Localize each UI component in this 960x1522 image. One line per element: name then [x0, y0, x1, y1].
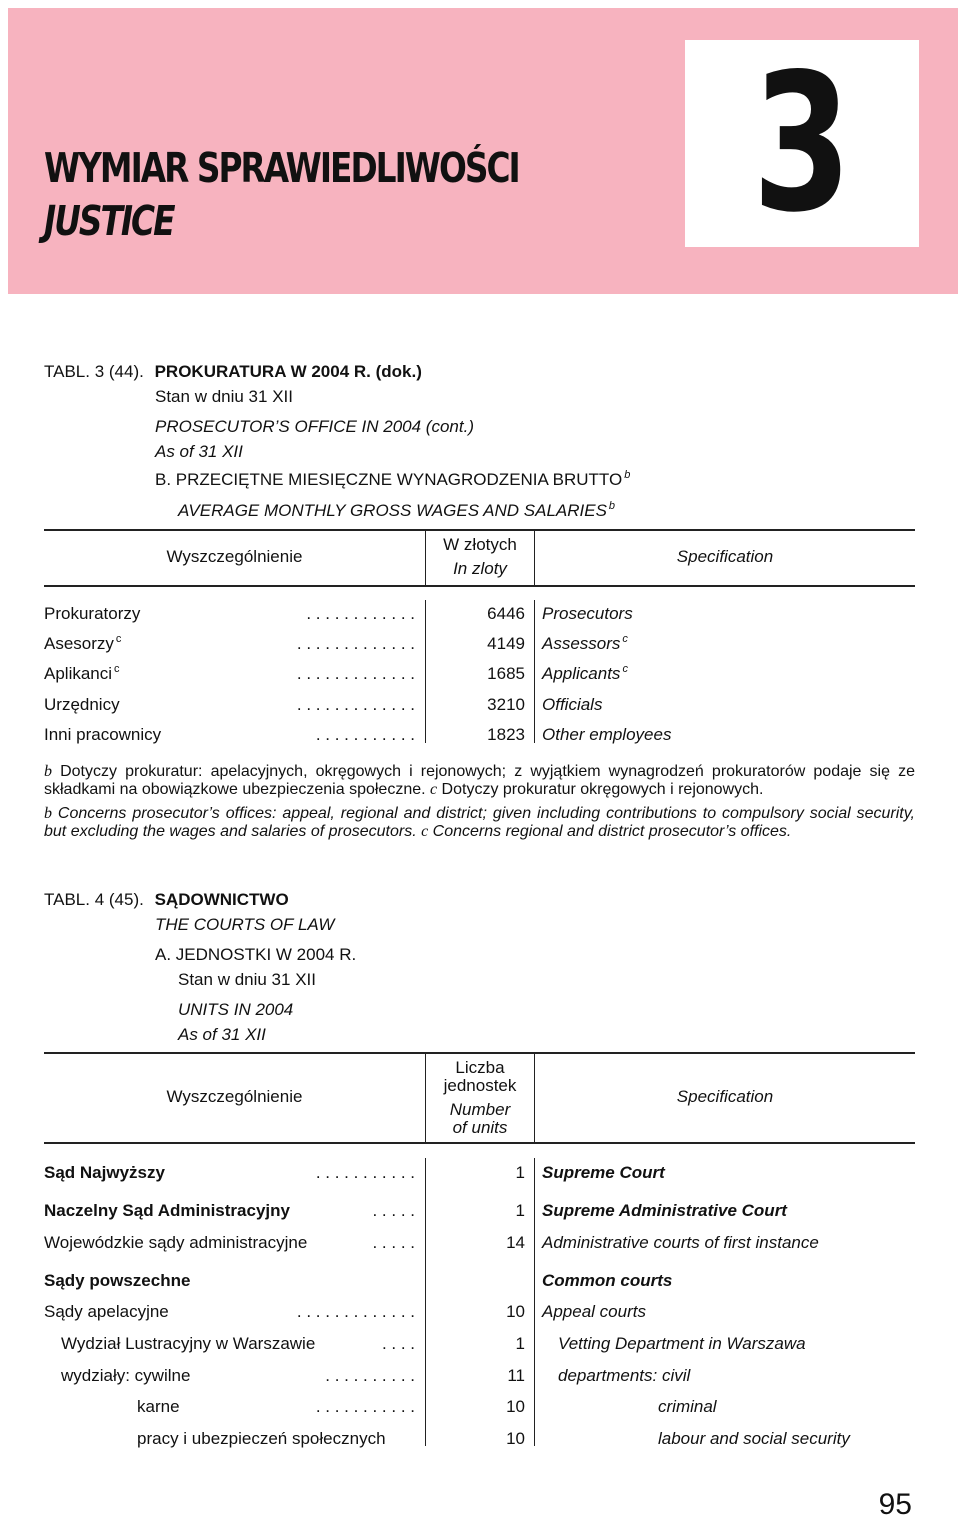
row-label-en: Vetting Department in Warszawa: [558, 1334, 806, 1353]
row-label-pl: [44, 664, 120, 684]
table4-head-mid-en1: Number: [449, 1100, 511, 1119]
leader-dots: . . . .: [381, 1334, 415, 1353]
row-label-pl: [44, 634, 121, 654]
table4-title-en: THE COURTS OF LAW: [155, 915, 335, 934]
footnote-text: Dotyczy prokuratur: apelacyjnych, okręgowych i rejonowych; z wyjątkiem wynagrodzeń prokuratorów podaje się ze składkami na obowiązkowe ubezpieczenia społeczne.: [44, 763, 915, 798]
row-label-en: criminal: [658, 1397, 717, 1416]
table3-caption: [44, 362, 422, 382]
leader-dots: . . . . . . . . . . . . .: [296, 634, 415, 653]
row-label-en: Prosecutors: [542, 604, 633, 623]
row-label-pl: Sądy powszechne: [44, 1271, 191, 1290]
leader-dots: . . . . . . . . . . . . .: [296, 664, 415, 683]
row-label-en: Appeal courts: [542, 1302, 646, 1321]
row-label-en: departments: civil: [558, 1366, 691, 1385]
leader-dots: . . . . .: [372, 1201, 415, 1220]
table4-date-pl: Stan w dniu 31 XII: [178, 970, 316, 989]
row-value: 1: [515, 1201, 525, 1220]
footnote-mark: c: [115, 633, 122, 645]
row-value: 10: [506, 1302, 525, 1321]
table3-head-mid-pl: W złotych: [443, 535, 517, 554]
leader-dots: . . . . . . . . . .: [325, 1366, 415, 1385]
row-label-pl: Naczelny Sąd Administracyjny: [44, 1201, 290, 1220]
table3-date-en: As of 31 XII: [155, 442, 243, 461]
footnote-mark: c: [622, 663, 628, 675]
table4-head-mid-en2: of units: [452, 1118, 508, 1137]
table4-date-en: As of 31 XII: [178, 1025, 266, 1044]
table4-top-rule: [44, 1052, 915, 1054]
footnote-pl: [44, 763, 915, 799]
table4-section-pl: A. JEDNOSTKI W 2004 R.: [155, 945, 357, 964]
row-value: 6446: [487, 604, 525, 623]
row-value: 10: [506, 1429, 525, 1448]
footnote-en: [44, 805, 915, 841]
row-label-en: Supreme Court: [542, 1163, 665, 1182]
row-value: 10: [506, 1397, 525, 1416]
table4-body-divider: [534, 1158, 535, 1446]
row-value: 14: [506, 1233, 525, 1252]
row-label-en: Common courts: [542, 1271, 673, 1290]
row-value: 1: [515, 1334, 525, 1353]
table4-head-mid-pl1: Liczba: [455, 1058, 505, 1077]
row-label-en: [542, 664, 628, 684]
row-value: 11: [507, 1366, 525, 1385]
table3-date-pl: Stan w dniu 31 XII: [155, 387, 293, 406]
page-number: 95: [878, 1488, 912, 1521]
footnote-text: Concerns regional and district prosecutor’s offices.: [428, 823, 792, 840]
row-label-pl: Inni pracownicy: [44, 725, 162, 744]
chapter-number-box: [685, 33, 919, 254]
row-label-en: Officials: [542, 695, 603, 714]
row-label-en: [542, 634, 628, 654]
row-label-en-text: Applicants: [542, 664, 621, 683]
leader-dots: . . . . . . . . . . . . .: [296, 1302, 415, 1321]
row-label-pl: karne: [137, 1397, 180, 1416]
leader-dots: . . . . . . . . . . .: [315, 1397, 415, 1416]
row-label-pl: pracy i ubezpieczeń społecznych: [137, 1429, 386, 1448]
row-label-pl: Sąd Najwyższy: [44, 1163, 165, 1182]
table3-title-pl: PROKURATURA W 2004 R. (dok.): [154, 362, 422, 381]
footnote-key: b: [44, 763, 52, 780]
footnote-key: c: [430, 781, 438, 798]
chapter-title: WYMIAR SPRAWIEDLIWOŚCI: [44, 144, 519, 192]
row-label-pl: Sądy apelacyjne: [44, 1302, 169, 1321]
row-label-pl-text: Aplikanci: [44, 664, 113, 683]
table4-caption: [44, 890, 289, 910]
footnote-key: b: [44, 805, 52, 822]
row-label-pl: wydziały: cywilne: [61, 1366, 191, 1385]
table3-top-rule: [44, 529, 915, 531]
chapter-subtitle: JUSTICE: [44, 197, 174, 245]
row-label-pl: Urzędnicy: [44, 695, 120, 714]
table4-head-rule: [44, 1142, 915, 1144]
table4-head-mid-pl2: jednostek: [443, 1076, 517, 1095]
row-value: 1: [515, 1163, 525, 1182]
table3-section-pl-text: B. PRZECIĘTNE MIESIĘCZNE WYNAGRODZENIA BRUTTO: [155, 470, 623, 489]
row-label-en: Supreme Administrative Court: [542, 1201, 787, 1220]
table3-head-mid-en: In zloty: [453, 559, 507, 578]
leader-dots: . . . . . . . . . . .: [315, 725, 415, 744]
table3-title-en: PROSECUTOR’S OFFICE IN 2004 (cont.): [155, 417, 474, 436]
table4-section-en: UNITS IN 2004: [178, 1000, 294, 1019]
table3-number: TABL. 3 (44).: [44, 362, 144, 381]
table4-title-pl: SĄDOWNICTWO: [154, 890, 289, 909]
table3-body-divider: [534, 600, 535, 743]
row-label-en: Other employees: [542, 725, 672, 744]
row-label-pl: Wojewódzkie sądy administracyjne: [44, 1233, 308, 1252]
row-label-en: labour and social security: [658, 1429, 850, 1448]
table4-head-left: Wyszczególnienie: [166, 1087, 303, 1106]
footnote-mark: c: [114, 663, 120, 675]
leader-dots: . . . . .: [372, 1233, 415, 1252]
table3-section-en: [178, 501, 615, 521]
chapter-number: 3: [752, 33, 852, 254]
row-label-en-text: Assessors: [542, 634, 621, 653]
footnote-text: Concerns prosecutor’s offices: appeal, regional and district; given including contributions to compulsory social security, but excluding the wages and salaries of prosecutors.: [44, 805, 915, 840]
row-label-pl: Wydział Lustracyjny w Warszawie: [61, 1334, 316, 1353]
footnote-mark: c: [622, 633, 628, 645]
footnote-mark: b: [624, 469, 631, 481]
table3-head-left: Wyszczególnienie: [166, 547, 303, 566]
table3-section-pl: [155, 470, 630, 490]
table3-section-en-text: AVERAGE MONTHLY GROSS WAGES AND SALARIES: [178, 501, 607, 520]
table4-head-right: Specification: [676, 1087, 774, 1106]
table3-head-right: Specification: [676, 547, 774, 566]
row-value: 1823: [487, 725, 525, 744]
leader-dots: . . . . . . . . . . .: [315, 1163, 415, 1182]
footnote-mark: b: [608, 500, 616, 512]
row-value: 1685: [487, 664, 525, 683]
leader-dots: . . . . . . . . . . . .: [306, 604, 415, 623]
row-value: 4149: [487, 634, 525, 653]
row-label-pl-text: Asesorzy: [44, 634, 114, 653]
table3-head-rule: [44, 585, 915, 587]
footnote-text: Dotyczy prokuratur okręgowych i rejonowych.: [437, 781, 764, 798]
row-value: 3210: [487, 695, 525, 714]
leader-dots: . . . . . . . . . . . . .: [296, 695, 415, 714]
row-label-en: Administrative courts of first instance: [542, 1233, 819, 1252]
footnote-key: c: [421, 823, 429, 840]
table4-number: TABL. 4 (45).: [44, 890, 144, 909]
row-label-pl: Prokuratorzy: [44, 604, 141, 623]
